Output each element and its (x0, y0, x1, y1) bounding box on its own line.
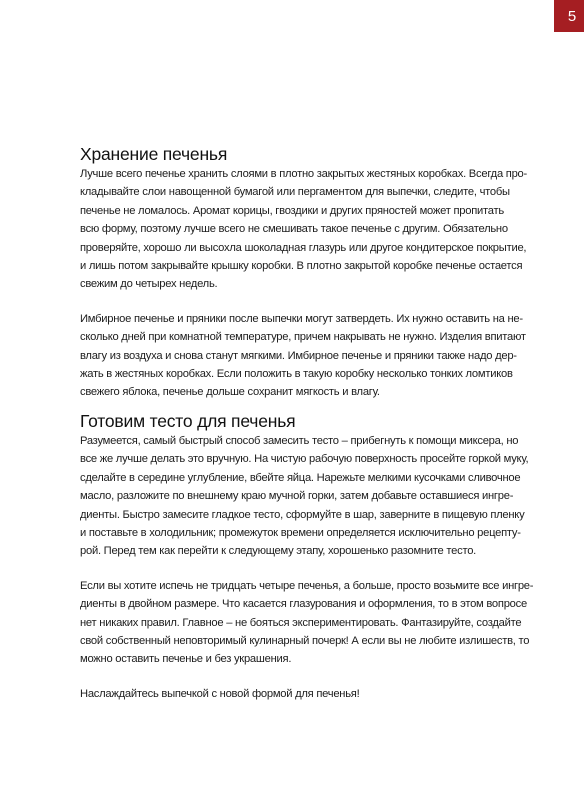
text-line: всю форму, поэтому лучше всего не смешивать такое печенье с другим. Обязательно (80, 223, 508, 236)
text-line: и лишь потом закрывайте крышку коробки. В плотно закрытой коробке печенье остается (80, 260, 523, 273)
text-line: рой. Перед тем как перейти к следующему этапу, хорошенько разомните тесто. (80, 545, 477, 558)
text-line: Разумеется, самый быстрый способ замесить тесто – прибегнуть к помощи миксера, но (80, 434, 519, 447)
section-heading-storage: Хранение печенья (80, 144, 228, 164)
text-line: кладывайте слои навощенной бумагой или пергаментом для выпечки, следите, чтобы (80, 186, 510, 199)
text-line: масло, разложите по внешнему краю мучной горки, затем добавьте оставшиеся ингре- (80, 490, 514, 503)
text-line: влагу из воздуха и снова станут мягкими. Имбирное печенье и пряники также надо дер- (80, 349, 517, 362)
text-line: диенты в двойном размере. Что касается глазурования и оформления, то в этом вопросе (80, 598, 527, 611)
text-line: сделайте в середине углубление, вбейте яйца. Нарежьте мелкими кусочками сливочное (80, 471, 521, 484)
text-line: все же лучше делать это вручную. На чистую рабочую поверхность просейте горкой муку, (80, 453, 529, 466)
text-line: диенты. Быстро замесите гладкое тесто, сформуйте в шар, заверните в пищевую пленку (80, 508, 525, 521)
section-heading-dough: Готовим тесто для печенья (80, 410, 296, 431)
paragraph-storage-1 (80, 165, 527, 294)
article-body (80, 143, 534, 703)
text-line: Имбирное печенье и пряники после выпечки могут затвердеть. Их нужно оставить на не- (80, 312, 523, 325)
text-line: нет никаких правил. Главное – не бояться экспериментировать. Фантазируйте, создайте (80, 616, 522, 629)
text-line: сколько дней при комнатной температуре, причем накрывать не нужно. Изделия впитают (80, 331, 526, 344)
text-line: Лучше всего печенье хранить слоями в плотно закрытых жестяных коробках. Всегда про- (80, 168, 527, 180)
page-number-badge (554, 0, 584, 32)
text-line: свой собственный неповторимый кулинарный почерк! А если вы не любите излишеств, то (80, 634, 530, 647)
text-line: и поставьте в холодильник; промежуток времени определяется исключительно рецепту- (80, 526, 521, 539)
paragraph-dough-2 (80, 577, 534, 669)
paragraph-dough-1 (80, 432, 529, 561)
text-line: свежим до четырех недель. (80, 278, 218, 291)
text-line: Если вы хотите испечь не тридцать четыре печенья, а больше, просто возьмите все ингре- (80, 579, 534, 592)
text-line: свежего яблока, печенье дольше сохранит мягкость и влагу. (80, 386, 380, 399)
text-line: можно оставить печенье и без украшения. (80, 653, 292, 666)
paragraph-storage-2 (80, 310, 526, 402)
paragraph-dough-3 (80, 685, 520, 703)
text-line: жать в жестяных коробках. Если положить в такую коробку несколько тонких ломтиков (80, 368, 513, 381)
text-line: печенье не ломалось. Аромат корицы, гвоздики и других пряностей может пропитать (80, 204, 504, 217)
text-line: Наслаждайтесь выпечкой с новой формой для печенья! (80, 687, 360, 700)
text-line: проверяйте, хорошо ли высохла шоколадная глазурь или другое кондитерское покрытие, (80, 241, 527, 254)
page-number: 5 (567, 7, 577, 25)
